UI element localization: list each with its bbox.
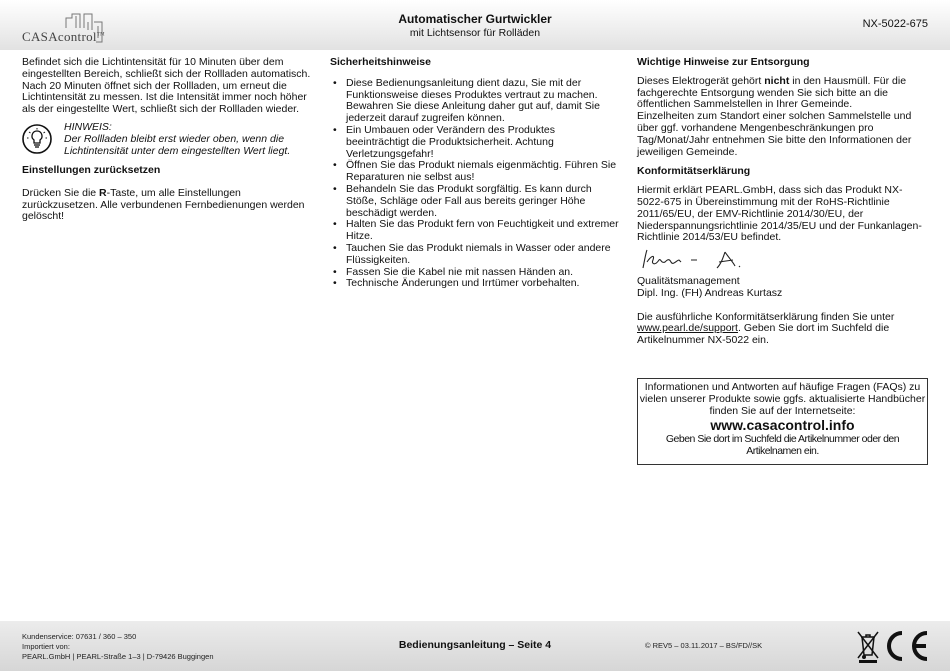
- page-title: Automatischer Gurtwickler: [398, 12, 552, 26]
- safety-list: [330, 78, 620, 290]
- list-item: • Tauchen Sie das Produkt niemals in Wasser oder andere Flüssigkeiten.: [346, 243, 620, 267]
- page-subtitle: mit Lichtsensor für Rolläden: [409, 27, 541, 39]
- footer-contact: [22, 632, 214, 662]
- disposal-paragraph: Dieses Elektrogerät gehört nicht in den Hausmüll. Für die fachgerechte Entsorgung wenden Sie sich bitte an die öffentlichen Sammelstellen in Ihrer Gemeinde.: [637, 74, 907, 111]
- importer-label: Importiert von:: [22, 642, 70, 651]
- page-footer: [0, 621, 950, 671]
- page-header: [0, 0, 950, 50]
- conformity-paragraph: Hiermit erklärt PEARL.GmbH, dass sich das Produkt NX-5022-675 in Übereinstimmung mit der RoHS-Richtlinie 2011/65/EU, der EMV-Richtlinie 2014/30/EU, der Niederspannungsrichtlinie 2014/35/EU und der Funkanlagen-Richtlinie 2014/53/EU befindet.: [637, 184, 922, 244]
- list-item: • Behandeln Sie das Produkt sorgfältig. Es kann durch Stöße, Schläge oder Fall aus bereits geringer Höhe beschädigt werden.: [346, 184, 620, 219]
- full-declaration-paragraph: Die ausführliche Konformitätserklärung finden Sie unter www.pearl.de/support. Geben Sie dort im Suchfeld die Artikelnummer NX-5022 ein.: [637, 310, 895, 347]
- reset-key: R: [99, 186, 107, 199]
- ce-mark-icon: [882, 629, 930, 663]
- list-item: • Fassen Sie die Kabel nie mit nassen Händen an.: [346, 267, 620, 279]
- intro-paragraph: Befindet sich die Lichtintensität für 10 Minuten über dem eingestellten Bereich, schließt sich der Rollladen automatisch. Nach 20 Minuten öffnet sich der Rollladen, um erneut die Lichtintensität zu messen. Ist die Intensität immer noch höher als der eingestellte Wert, schließt sich der Rollladen wieder.: [22, 56, 311, 116]
- safety-heading: Sicherheitshinweise: [330, 56, 431, 68]
- signatory-name: Dipl. Ing. (FH) Andreas Kurtasz: [637, 286, 783, 299]
- casacontrol-logo: [22, 12, 112, 44]
- faq-box: [637, 378, 928, 465]
- list-item: • Technische Änderungen und Irrtümer vorbehalten.: [346, 278, 620, 290]
- reset-heading: Einstellungen zurücksetzen: [22, 163, 161, 176]
- page-number: Bedienungsanleitung – Seite 4: [398, 639, 552, 651]
- signature-image: [637, 248, 757, 272]
- pearl-support-link[interactable]: www.pearl.de/support: [637, 322, 738, 335]
- weee-bin-icon: [857, 629, 879, 663]
- list-item: • Diese Bedienungsanleitung dient dazu, Sie mit der Funktionsweise dieses Produktes vertraut zu machen. Bewahren Sie diese Anleitung daher gut auf, damit Sie jederzeit darauf zugreifen können.: [346, 78, 620, 125]
- casacontrol-link[interactable]: www.casacontrol.info: [710, 417, 855, 434]
- column-right: [637, 57, 929, 347]
- hint-text: Der Rollladen bleibt erst wieder oben, wenn die Lichtintensität unter dem eingestellten Wert liegt.: [64, 132, 291, 157]
- signatory-role: Qualitätsmanagement: [637, 274, 740, 287]
- list-item: • Öffnen Sie das Produkt niemals eigenmächtig. Führen Sie Reparaturen nie selbst aus!: [346, 160, 620, 184]
- conformity-heading: Konformitätserklärung: [637, 165, 751, 178]
- list-item: • Ein Umbauen oder Verändern des Produktes beeinträchtigt die Produktsicherheit. Achtung Verletzungsgefahr!: [346, 125, 620, 160]
- hint-title: HINWEIS:: [64, 120, 112, 133]
- importer-address: PEARL.GmbH | PEARL-Straße 1–3 | D-79426 Buggingen: [22, 652, 214, 661]
- column-left: [22, 57, 312, 223]
- product-code: NX-5022-675: [862, 18, 928, 30]
- faq-note: Geben Sie dort im Suchfeld die Artikelnummer oder den Artikelnamen ein.: [665, 433, 900, 458]
- column-middle: [330, 57, 620, 290]
- disposal-details: Einzelheiten zum Standort einer solchen Sammelstelle und über ggf. vorhandene Mengenbeschränkungen pro Tag/Monat/Jahr entnehmen Sie bitte den Informationen der jeweiligen Gemeinde.: [637, 110, 912, 158]
- revision-info: © REV5 – 03.11.2017 – BS/FD//SK: [645, 641, 763, 650]
- hint-box: [22, 122, 312, 162]
- lightbulb-icon: [22, 124, 52, 154]
- logo-wordmark: CASAcontrol™: [22, 29, 105, 44]
- customer-service: Kundenservice: 07631 / 360 – 350: [22, 632, 137, 641]
- disposal-heading: Wichtige Hinweise zur Entsorgung: [637, 56, 810, 68]
- reset-paragraph: Drücken Sie die R-Taste, um alle Einstellungen zurückzusetzen. Alle verbundenen Fernbedienungen werden gelöscht!: [22, 186, 305, 223]
- faq-text: Informationen und Antworten auf häufige Fragen (FAQs) zu vielen unserer Produkte sowie ggfs. aktualisierte Handbücher finden Sie auf der Internetseite:: [639, 381, 926, 417]
- list-item: • Halten Sie das Produkt fern von Feuchtigkeit und extremer Hitze.: [346, 219, 620, 243]
